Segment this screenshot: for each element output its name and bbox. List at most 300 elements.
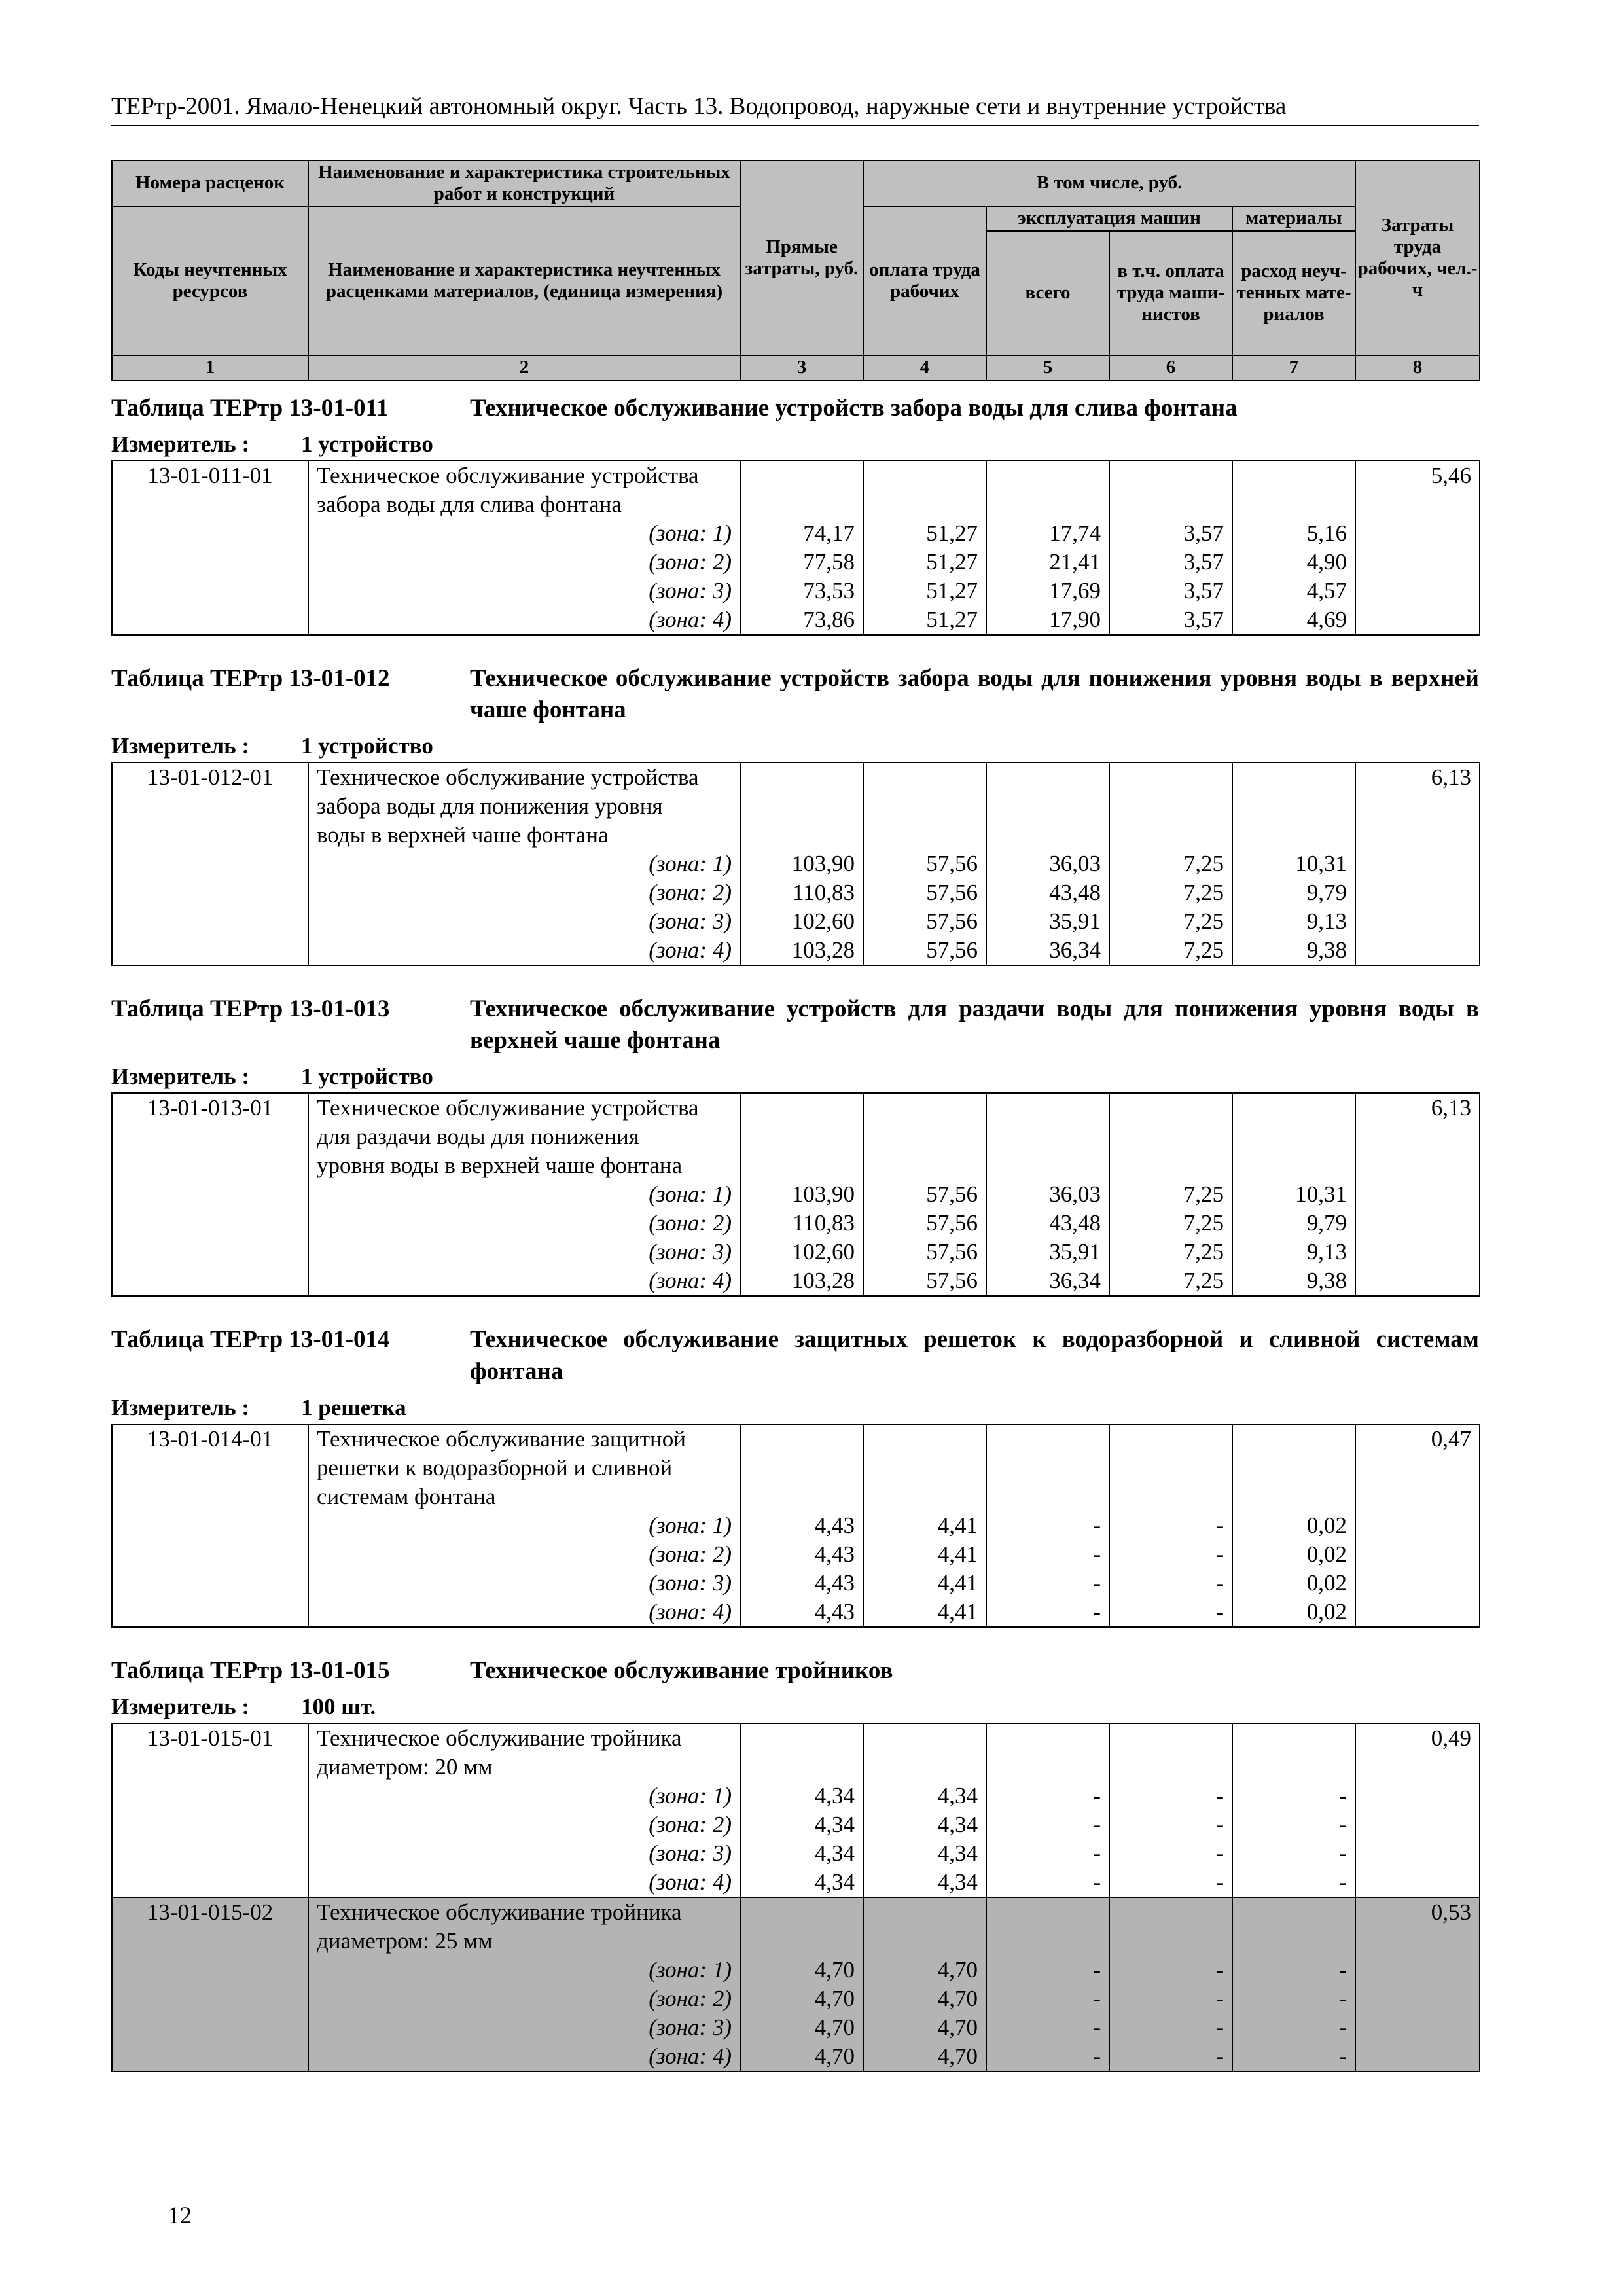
empty-cell: [986, 1897, 1109, 1927]
zone-value: 4,70: [863, 1956, 986, 1984]
zone-value: 9,38: [1232, 936, 1355, 965]
zone-value: 4,70: [863, 2042, 986, 2072]
empty-cell: [1109, 792, 1232, 821]
zone-value: 4,41: [863, 1540, 986, 1569]
empty-cell: [863, 1151, 986, 1180]
empty-cell: [1109, 490, 1232, 519]
measure-line: [111, 1691, 1479, 1723]
rate-name-line: Техническое обслуживание устройства: [308, 762, 740, 792]
zone-value: 43,48: [986, 1209, 1109, 1238]
empty-cell: [986, 1723, 1109, 1753]
zone-value: 4,70: [740, 1984, 863, 2013]
rate-name-line: Техническое обслуживание устройства: [308, 461, 740, 490]
zone-value: 103,28: [740, 1266, 863, 1296]
rate-code: 13-01-014-01: [112, 1424, 308, 1627]
col-header-materials: материалы: [1232, 206, 1355, 231]
zone-value: 4,70: [863, 1984, 986, 2013]
zone-value: 43,48: [986, 878, 1109, 907]
zone-value: 57,56: [863, 907, 986, 936]
zone-value: 0,02: [1232, 1569, 1355, 1598]
empty-cell: [1232, 1093, 1355, 1122]
empty-cell: [986, 1424, 1109, 1454]
table-row: [112, 605, 1480, 635]
zone-value: 77,58: [740, 548, 863, 577]
zone-value: -: [986, 1956, 1109, 1984]
rate-row-group: [112, 762, 1480, 965]
empty-cell: [1232, 490, 1355, 519]
col-header-mach-total: всего: [986, 231, 1109, 355]
zone-value: 4,34: [863, 1810, 986, 1839]
zone-value: 51,27: [863, 519, 986, 548]
rate-name-line: диаметром: 20 мм: [308, 1753, 740, 1782]
zone-value: 51,27: [863, 548, 986, 577]
zone-value: -: [1109, 1569, 1232, 1598]
zone-value: 4,34: [740, 1810, 863, 1839]
zone-value: 57,56: [863, 878, 986, 907]
rate-name-line: уровня воды в верхней чаше фонтана: [308, 1151, 740, 1180]
zone-value: -: [986, 1569, 1109, 1598]
empty-cell: [1232, 1151, 1355, 1180]
zone-value: 3,57: [1109, 519, 1232, 548]
zone-label: (зона: 1): [308, 1956, 740, 1984]
zone-value: -: [986, 1598, 1109, 1627]
rate-tables: [111, 393, 1479, 2100]
empty-cell: [863, 1927, 986, 1956]
page-header: ТЕРтр-2001. Ямало-Ненецкий автономный округ. Часть 13. Водопровод, наружные сети и внутренние устройства: [111, 93, 1479, 126]
zone-value: 0,02: [1232, 1540, 1355, 1569]
col-header-direct: Прямые затраты, руб.: [740, 160, 863, 355]
rate-code: 13-01-015-01: [112, 1723, 308, 1897]
empty-cell: [863, 1723, 986, 1753]
zone-value: 0,02: [1232, 1598, 1355, 1627]
zone-value: -: [1109, 1810, 1232, 1839]
measure-label: Измеритель :: [111, 1693, 250, 1719]
measure-value: 100 шт.: [301, 1693, 376, 1719]
empty-cell: [740, 1093, 863, 1122]
rate-row-group: [112, 1723, 1480, 1897]
zone-value: 4,34: [863, 1839, 986, 1868]
zone-value: -: [1232, 2042, 1355, 2072]
zone-label: (зона: 2): [308, 878, 740, 907]
empty-cell: [863, 792, 986, 821]
zone-label: (зона: 1): [308, 1511, 740, 1540]
empty-cell: [986, 821, 1109, 850]
empty-cell: [1232, 792, 1355, 821]
zone-value: 73,86: [740, 605, 863, 635]
rate-table: [111, 1723, 1480, 2072]
zone-value: 9,38: [1232, 1266, 1355, 1296]
empty-cell: [740, 821, 863, 850]
empty-cell: [986, 461, 1109, 490]
empty-cell: [1109, 1151, 1232, 1180]
rate-row-group: [112, 1093, 1480, 1296]
zone-label: (зона: 2): [308, 1209, 740, 1238]
table-row: [112, 1810, 1480, 1839]
zone-label: (зона: 3): [308, 1569, 740, 1598]
table-row: [112, 2042, 1480, 2072]
zone-label: (зона: 3): [308, 1238, 740, 1266]
col-header-mat-use: расход неуч- тенных мате- риалов: [1232, 231, 1355, 355]
zone-value: 4,43: [740, 1598, 863, 1627]
col-header-name-top: Наименование и характеристика строительных работ и конструкций: [308, 160, 740, 206]
col-header-mach-pay: в т.ч. оплата труда маши- нистов: [1109, 231, 1232, 355]
empty-cell: [986, 1927, 1109, 1956]
zone-value: 4,41: [863, 1598, 986, 1627]
col-header-labor: Затраты труда рабочих, чел.-ч: [1355, 160, 1480, 355]
empty-cell: [740, 792, 863, 821]
rate-row-group: [112, 461, 1480, 635]
zone-value: 4,43: [740, 1540, 863, 1569]
zone-value: -: [1109, 1956, 1232, 1984]
zone-value: 9,13: [1232, 907, 1355, 936]
zone-value: -: [1232, 1956, 1355, 1984]
zone-value: 7,25: [1109, 850, 1232, 878]
zone-value: 9,13: [1232, 1238, 1355, 1266]
zone-label: (зона: 2): [308, 548, 740, 577]
zone-label: (зона: 4): [308, 1868, 740, 1897]
table-row: [112, 2013, 1480, 2042]
table-row: [112, 1093, 1480, 1122]
zone-value: 7,25: [1109, 1266, 1232, 1296]
table-title: [111, 994, 1479, 1056]
zone-value: -: [986, 1984, 1109, 2013]
zone-value: 73,53: [740, 577, 863, 605]
empty-cell: [863, 821, 986, 850]
rate-name-line: Техническое обслуживание устройства: [308, 1093, 740, 1122]
zone-value: -: [986, 1511, 1109, 1540]
empty-cell: [1109, 1454, 1232, 1482]
col-header-name-bottom: Наименование и характеристика неучтенных расценками материалов, (единица измерения): [308, 206, 740, 355]
empty-cell: [1109, 461, 1232, 490]
zone-label: (зона: 1): [308, 850, 740, 878]
empty-cell: [863, 490, 986, 519]
table-row: [112, 1180, 1480, 1209]
zone-label: (зона: 4): [308, 936, 740, 965]
table-row: [112, 792, 1480, 821]
zone-value: 4,57: [1232, 577, 1355, 605]
measure-label: Измеритель :: [111, 733, 250, 759]
empty-cell: [1232, 821, 1355, 850]
table-row: [112, 1569, 1480, 1598]
rate-table-section: [111, 1655, 1479, 2072]
col-num-2: 2: [308, 355, 740, 380]
rate-table-section: [111, 1324, 1479, 1627]
table-row: [112, 1956, 1480, 1984]
empty-cell: [740, 1723, 863, 1753]
labor-cost: 0,53: [1355, 1897, 1480, 2072]
zone-value: 4,90: [1232, 548, 1355, 577]
table-row: [112, 878, 1480, 907]
zone-value: -: [1109, 1782, 1232, 1810]
empty-cell: [986, 490, 1109, 519]
empty-cell: [740, 1482, 863, 1511]
zone-value: -: [986, 1782, 1109, 1810]
col-num-1: 1: [112, 355, 308, 380]
table-row: [112, 1897, 1480, 1927]
measure-line: [111, 1391, 1479, 1424]
empty-cell: [986, 762, 1109, 792]
zone-value: -: [986, 2013, 1109, 2042]
labor-cost: 0,47: [1355, 1424, 1480, 1627]
empty-cell: [863, 1424, 986, 1454]
labor-cost: 6,13: [1355, 762, 1480, 965]
zone-value: 4,70: [740, 2042, 863, 2072]
measure-label: Измеритель :: [111, 1394, 250, 1420]
table-row: [112, 1839, 1480, 1868]
zone-value: 4,43: [740, 1511, 863, 1540]
zone-value: 0,02: [1232, 1511, 1355, 1540]
zone-value: 4,70: [740, 1956, 863, 1984]
rate-table: [111, 1424, 1480, 1628]
zone-value: 9,79: [1232, 1209, 1355, 1238]
measure-value: 1 устройство: [301, 1064, 433, 1090]
table-row: [112, 490, 1480, 519]
zone-value: -: [1109, 1868, 1232, 1897]
measure-value: 1 устройство: [301, 733, 433, 759]
empty-cell: [986, 1151, 1109, 1180]
zone-value: 5,16: [1232, 519, 1355, 548]
rate-row-group: [112, 1897, 1480, 2072]
rate-name-line: забора воды для понижения уровня: [308, 792, 740, 821]
zone-value: 51,27: [863, 577, 986, 605]
empty-cell: [740, 1753, 863, 1782]
zone-value: 4,70: [740, 2013, 863, 2042]
empty-cell: [1232, 1122, 1355, 1151]
empty-cell: [1232, 1753, 1355, 1782]
zone-value: 4,70: [863, 2013, 986, 2042]
zone-value: -: [1109, 1598, 1232, 1627]
rate-table: [111, 762, 1480, 966]
table-name: Техническое обслуживание устройств для раздачи воды для понижения уровня воды в верхней чаше фонтана: [470, 996, 1479, 1054]
table-row: [112, 1454, 1480, 1482]
zone-value: 57,56: [863, 1180, 986, 1209]
zone-value: -: [986, 1810, 1109, 1839]
col-num-7: 7: [1232, 355, 1355, 380]
table-name: Техническое обслуживание устройств забора воды для понижения уровня воды в верхней чаше фонтана: [470, 665, 1479, 724]
zone-value: 4,43: [740, 1569, 863, 1598]
rate-name-line: Техническое обслуживание защитной: [308, 1424, 740, 1454]
table-row: [112, 1598, 1480, 1627]
zone-value: 36,34: [986, 1266, 1109, 1296]
zone-value: -: [1232, 1782, 1355, 1810]
zone-value: 4,34: [863, 1868, 986, 1897]
table-title: [111, 393, 1479, 424]
zone-value: 17,69: [986, 577, 1109, 605]
zone-value: 74,17: [740, 519, 863, 548]
zone-value: 10,31: [1232, 1180, 1355, 1209]
zone-value: 36,34: [986, 936, 1109, 965]
zone-value: -: [1232, 2013, 1355, 2042]
empty-cell: [1109, 1753, 1232, 1782]
zone-value: 7,25: [1109, 878, 1232, 907]
table-row: [112, 1868, 1480, 1897]
zone-value: 57,56: [863, 1266, 986, 1296]
zone-label: (зона: 3): [308, 577, 740, 605]
table-row: [112, 1151, 1480, 1180]
zone-label: (зона: 3): [308, 2013, 740, 2042]
zone-value: -: [1232, 1839, 1355, 1868]
col-header-code-bottom: Коды неучтенных ресурсов: [112, 206, 308, 355]
table-row: [112, 1122, 1480, 1151]
col-header-machines: эксплуатация машин: [986, 206, 1232, 231]
zone-value: 36,03: [986, 1180, 1109, 1209]
zone-value: 7,25: [1109, 936, 1232, 965]
table-number: Таблица ТЕРтр 13-01-015: [111, 1657, 390, 1684]
empty-cell: [1109, 821, 1232, 850]
table-row: [112, 577, 1480, 605]
measure-line: [111, 730, 1479, 762]
measure-value: 1 решетка: [301, 1394, 406, 1420]
zone-value: 102,60: [740, 907, 863, 936]
zone-value: 4,69: [1232, 605, 1355, 635]
rate-name-line: решетки к водоразборной и сливной: [308, 1454, 740, 1482]
table-row: [112, 1266, 1480, 1296]
rate-code: 13-01-013-01: [112, 1093, 308, 1296]
table-row: [112, 1424, 1480, 1454]
col-num-4: 4: [863, 355, 986, 380]
empty-cell: [986, 1122, 1109, 1151]
zone-value: -: [1109, 2042, 1232, 2072]
zone-value: 103,28: [740, 936, 863, 965]
zone-value: 7,25: [1109, 907, 1232, 936]
empty-cell: [1232, 1454, 1355, 1482]
table-row: [112, 1723, 1480, 1753]
empty-cell: [863, 1122, 986, 1151]
table-row: [112, 1482, 1480, 1511]
zone-value: -: [986, 1839, 1109, 1868]
empty-cell: [740, 762, 863, 792]
zone-value: -: [986, 2042, 1109, 2072]
empty-cell: [1232, 1482, 1355, 1511]
zone-value: 21,41: [986, 548, 1109, 577]
rate-name-line: забора воды для слива фонтана: [308, 490, 740, 519]
col-num-5: 5: [986, 355, 1109, 380]
table-name: Техническое обслуживание тройников: [470, 1657, 893, 1684]
labor-cost: 5,46: [1355, 461, 1480, 635]
zone-value: 57,56: [863, 936, 986, 965]
empty-cell: [740, 1897, 863, 1927]
zone-value: 9,79: [1232, 878, 1355, 907]
table-row: [112, 1782, 1480, 1810]
table-number: Таблица ТЕРтр 13-01-014: [111, 1326, 390, 1354]
empty-cell: [863, 1093, 986, 1122]
zone-label: (зона: 2): [308, 1810, 740, 1839]
zone-value: 7,25: [1109, 1180, 1232, 1209]
zone-value: 3,57: [1109, 577, 1232, 605]
zone-label: (зона: 4): [308, 605, 740, 635]
table-row: [112, 1927, 1480, 1956]
table-row: [112, 1984, 1480, 2013]
empty-cell: [740, 461, 863, 490]
zone-value: 102,60: [740, 1238, 863, 1266]
table-row: [112, 1238, 1480, 1266]
rate-name-line: системам фонтана: [308, 1482, 740, 1511]
table-row: [112, 1511, 1480, 1540]
zone-value: 10,31: [1232, 850, 1355, 878]
rate-code: 13-01-011-01: [112, 461, 308, 635]
zone-value: -: [1109, 1839, 1232, 1868]
zone-value: -: [986, 1868, 1109, 1897]
zone-value: 103,90: [740, 1180, 863, 1209]
rate-name-line: для раздачи воды для понижения: [308, 1122, 740, 1151]
empty-cell: [740, 1424, 863, 1454]
labor-cost: 0,49: [1355, 1723, 1480, 1897]
measure-label: Измеритель :: [111, 431, 250, 457]
page-number: 12: [168, 2202, 192, 2229]
rate-table-section: [111, 393, 1479, 636]
labor-cost: 6,13: [1355, 1093, 1480, 1296]
zone-label: (зона: 1): [308, 1180, 740, 1209]
zone-value: 57,56: [863, 1238, 986, 1266]
zone-value: 51,27: [863, 605, 986, 635]
empty-cell: [986, 1753, 1109, 1782]
empty-cell: [1109, 1927, 1232, 1956]
table-row: [112, 519, 1480, 548]
rate-name-line: Техническое обслуживание тройника: [308, 1723, 740, 1753]
column-header-table: [111, 160, 1480, 381]
zone-value: 35,91: [986, 1238, 1109, 1266]
rate-code: 13-01-012-01: [112, 762, 308, 965]
table-row: [112, 1753, 1480, 1782]
rate-code: 13-01-015-02: [112, 1897, 308, 2072]
measure-label: Измеритель :: [111, 1064, 250, 1090]
table-title: [111, 1655, 1479, 1687]
zone-value: 4,34: [740, 1868, 863, 1897]
empty-cell: [863, 461, 986, 490]
col-num-6: 6: [1109, 355, 1232, 380]
zone-value: -: [1232, 1810, 1355, 1839]
col-num-8: 8: [1355, 355, 1480, 380]
zone-label: (зона: 4): [308, 1266, 740, 1296]
empty-cell: [740, 490, 863, 519]
empty-cell: [1109, 1897, 1232, 1927]
empty-cell: [1109, 762, 1232, 792]
table-row: [112, 762, 1480, 792]
zone-value: 57,56: [863, 850, 986, 878]
table-title: [111, 1324, 1479, 1387]
zone-value: -: [986, 1540, 1109, 1569]
zone-label: (зона: 1): [308, 519, 740, 548]
table-row: [112, 907, 1480, 936]
empty-cell: [1109, 1122, 1232, 1151]
empty-cell: [1232, 1927, 1355, 1956]
empty-cell: [1232, 461, 1355, 490]
zone-label: (зона: 2): [308, 1984, 740, 2013]
empty-cell: [740, 1454, 863, 1482]
empty-cell: [986, 1093, 1109, 1122]
zone-label: (зона: 3): [308, 1839, 740, 1868]
empty-cell: [740, 1122, 863, 1151]
rate-name-line: диаметром: 25 мм: [308, 1927, 740, 1956]
col-header-incl: В том числе, руб.: [863, 160, 1355, 206]
col-header-code-top: Номера расценок: [112, 160, 308, 206]
rate-name-line: Техническое обслуживание тройника: [308, 1897, 740, 1927]
empty-cell: [986, 792, 1109, 821]
empty-cell: [986, 1482, 1109, 1511]
empty-cell: [1232, 1723, 1355, 1753]
zone-value: 4,41: [863, 1511, 986, 1540]
measure-value: 1 устройство: [301, 431, 433, 457]
table-number: Таблица ТЕРтр 13-01-013: [111, 996, 390, 1023]
zone-value: 4,41: [863, 1569, 986, 1598]
rate-table-section: [111, 663, 1479, 966]
empty-cell: [740, 1151, 863, 1180]
empty-cell: [1109, 1482, 1232, 1511]
zone-value: 103,90: [740, 850, 863, 878]
rate-name-line: воды в верхней чаше фонтана: [308, 821, 740, 850]
rate-table-section: [111, 994, 1479, 1297]
table-row: [112, 821, 1480, 850]
